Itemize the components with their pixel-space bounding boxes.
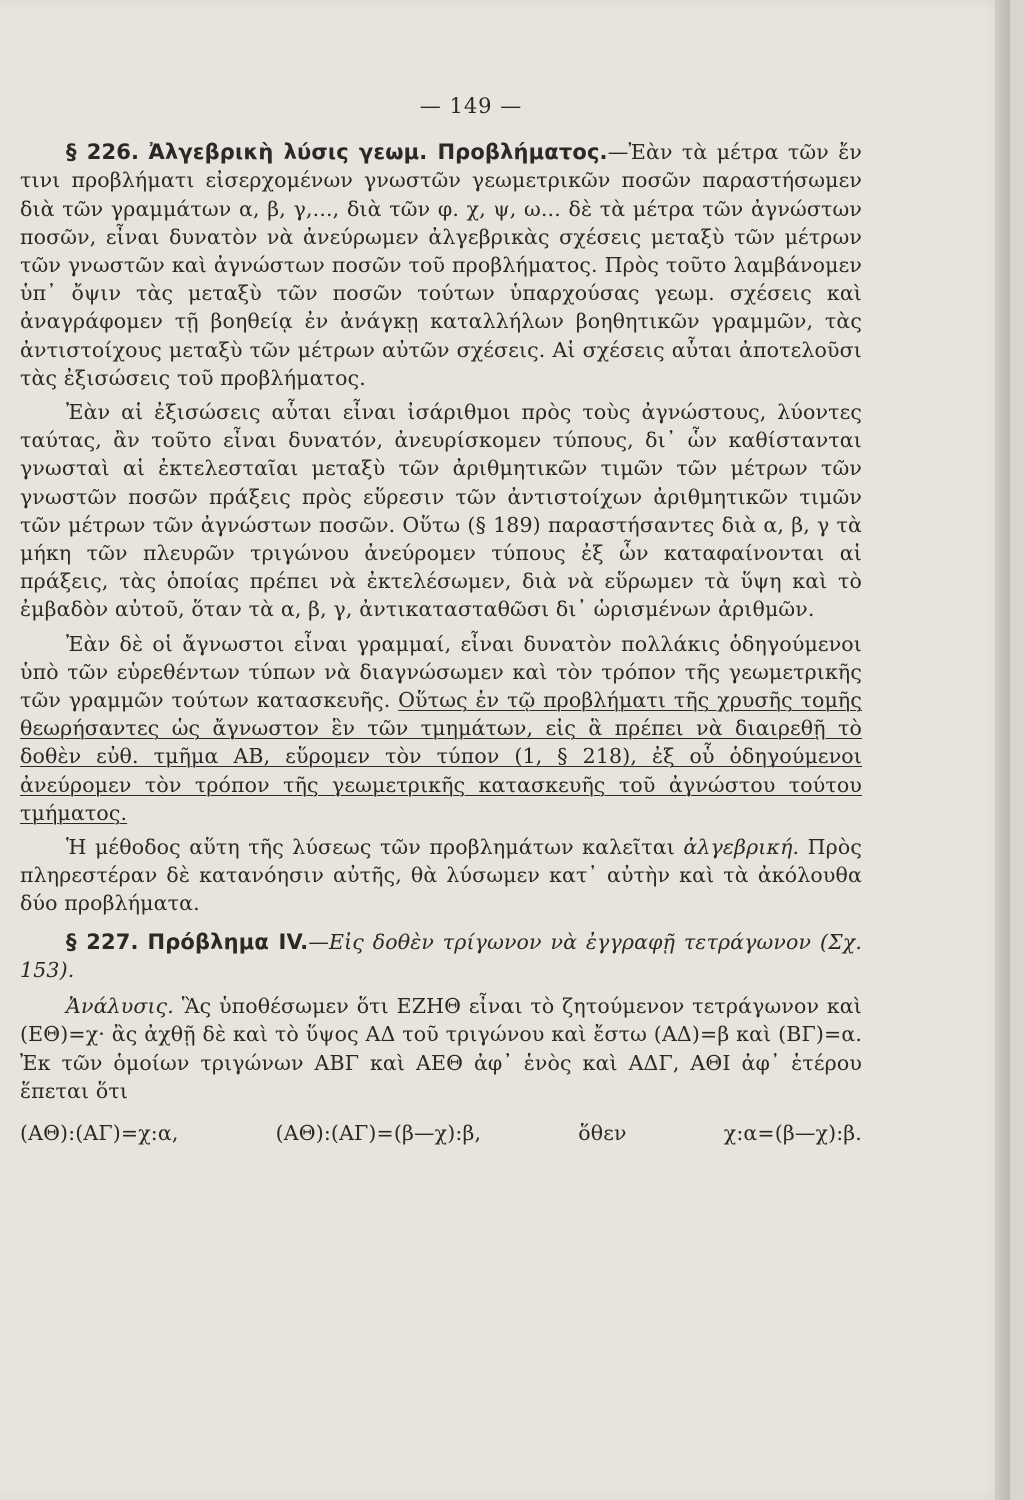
section-226-paragraph-4 (20, 833, 862, 918)
page-edge (995, 0, 1010, 1500)
section-226-title: Ἀλγεβρικὴ λύσις γεωμ. Προβλήματος. (148, 140, 608, 165)
problem-statement: Εἰς δοθὲν τρίγωνον νὰ ἐγγραφῇ τετράγωνον (Σχ. 153). (20, 929, 862, 982)
equation-1: (ΑΘ):(ΑΓ)=χ:α, (20, 1120, 179, 1145)
section-227-dash: — (308, 929, 329, 954)
section-226-paragraph-2: Ἐὰν αἱ ἐξισώσεις αὗται εἶναι ἰσάριθμοι πρὸς τοὺς ἀγνώστους, λύοντες ταύτας, ἂν τοῦτο εἶναι δυνατόν, ἀνευρίσκομεν τύπους, δι᾿ ὧν καθίστανται γνωσταὶ αἱ ἐκτελεσταῖαι μεταξὺ τῶν ἀριθμητικῶν τιμῶν τῶν μέτρων τῶν γνωστῶν ποσῶν πράξεις πρὸς εὕρεσιν τῶν ἀντιστοίχων ἀριθμητικῶν τιμῶν τῶν μέτρων τῶν ἀγνώστων ποσῶν. Οὕτω (§ 189) παραστήσαντες διὰ α, β, γ τὰ μήκη τῶν πλευρῶν τριγώνου ἀνεύρομεν τύπους ἐξ ὧν καταφαίνονται αἱ πράξεις, τὰς ὁποίας πρέπει νὰ ἐκτελέσωμεν, διὰ νὰ εὕρωμεν τὰ ὕψη καὶ τὸ ἐμβαδὸν αὐτοῦ, ὅταν τὰ α, β, γ, ἀντικατασταθῶσι δι᾿ ὡρισμένων ἀριθμῶν. (20, 400, 862, 622)
section-226-number: § 226. (66, 140, 140, 165)
section-226-text-4a: Ἡ μέθοδος αὕτη τῆς λύσεως τῶν προβλημάτων καλεῖται (66, 835, 684, 860)
analysis-text: Ἃς ὑποθέσωμεν ὅτι ΕΖΗΘ εἶναι τὸ ζητούμενον τετράγωνον καὶ (ΕΘ)=χ· ἂς ἀχθῇ δὲ καὶ τὸ ὕψος ΑΔ τοῦ τριγώνου καὶ ἔστω (ΑΔ)=β καὶ (ΒΓ)=α. Ἐκ τῶν ὁμοίων τριγώνων ΑΒΓ καὶ ΑΕΘ ἀφ᾿ ἑνὸς καὶ ΑΔΓ, ΑΘΙ ἀφ᾿ ἑτέρου ἕπεται ὅτι (20, 994, 862, 1103)
section-226-text-1: —Ἐὰν τὰ μέτρα τῶν ἔν τινι προβλήματι εἰσερχομένων γνωστῶν γεωμετρικῶν ποσῶν παραστήσωμεν διὰ τῶν γραμμάτων α, β, γ,..., διὰ τῶν φ. χ, ψ, ω... δὲ τὰ μέτρα τῶν ἀγνώστων ποσῶν, εἶναι δυνατὸν νὰ ἀνεύρωμεν ἀλγεβρικὰς σχέσεις μεταξὺ τῶν μέτρων τῶν γνωστῶν καὶ ἀγνώστων ποσῶν τοῦ προβλήματος. Πρὸς τοῦτο λαμβάνομεν ὑπ᾿ ὄψιν τὰς μεταξὺ τῶν ποσῶν τούτων ὑπαρχούσας γεωμ. σχέσεις καὶ ἀναγράφομεν τῇ βοηθείᾳ ἐν ἀνάγκῃ καταλλήλων βοηθητικῶν γραμμῶν, τὰς ἀντιστοίχους μεταξὺ τῶν μέτρων αὐτῶν σχέσεις. Αἱ σχέσεις αὗται ἀποτελοῦσι τὰς ἐξισώσεις τοῦ προβλήματος. (20, 140, 862, 390)
section-226-text-4b: . Πρὸς πληρεστέραν δὲ κατανόησιν αὐτῆς, θὰ λύσωμεν κατ᾿ αὐτὴν καὶ τὰ ἀκόλουθα δύο προβλήματα. (20, 835, 862, 916)
section-227-number: § 227. (66, 929, 139, 954)
section-226-text-3a: Ἐὰν δὲ οἱ ἄγνωστοι εἶναι γραμμαί, εἶναι δυνατὸν πολλάκις ὁδηγούμενοι ὑπὸ τῶν εὑρεθέντων τύπων νὰ διαγνώσωμεν καὶ τὸν τρόπον τῆς γεωμετρικῆς τῶν γραμμῶν τούτων κατασκευῆς. (20, 631, 862, 713)
page-number: — 149 — (419, 94, 523, 118)
analysis-label: Ἀνάλυσις. (66, 994, 174, 1019)
equation-2: (ΑΘ):(ΑΓ)=(β—χ):β, (275, 1120, 482, 1145)
analysis-paragraph (20, 992, 862, 1105)
italic-term: ἀλγεβρική (683, 835, 793, 860)
underlined-passage: Οὕτως ἐν τῷ προβλήματι τῆς χρυσῆς τομῆς θεωρήσαντες ὡς ἄγνωστον ἓν τῶν τμημάτων, εἰς ἃ πρέπει νὰ διαιρεθῇ τὸ δοθὲν εὐθ. τμῆμα ΑΒ, εὕρομεν τὸν τύπον (1, § 218), ἐξ οὗ ὁδηγούμενοι ἀνεύρομεν τὸν τρόπον τῆς γεωμετρικῆς κατασκευῆς τοῦ ἀγνώστου τούτου τμήματος. (20, 688, 862, 825)
section-227-heading (20, 928, 862, 984)
equation-3-word: ὅθεν (578, 1120, 627, 1145)
equation-line (20, 1119, 862, 1147)
section-227-title: Πρόβλημα IV. (147, 929, 309, 954)
section-226-paragraph-3 (20, 630, 862, 827)
section-226-paragraph-1 (20, 138, 862, 392)
page-content (20, 92, 862, 1147)
equation-3: χ:α=(β—χ):β. (723, 1120, 862, 1145)
